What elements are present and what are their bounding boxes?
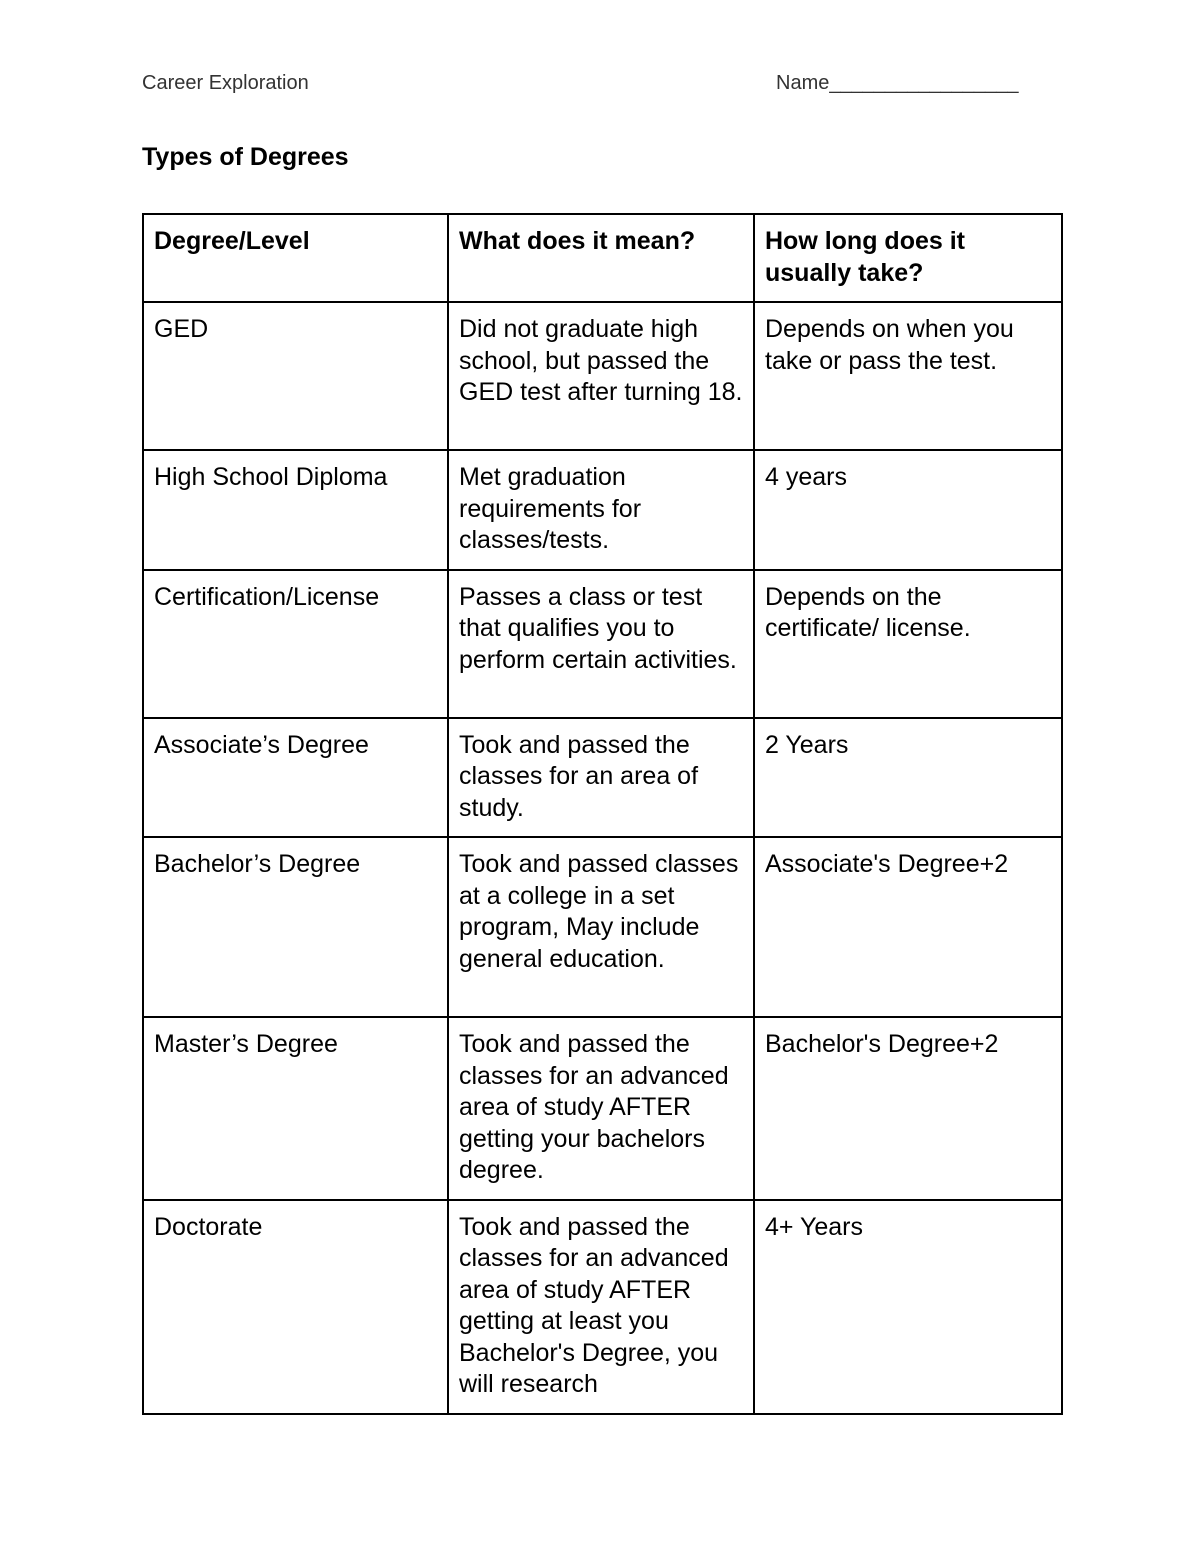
column-header-degree: Degree/Level xyxy=(143,214,448,302)
duration-cell: Depends on when you take or pass the test. xyxy=(754,302,1062,450)
degree-cell: GED xyxy=(143,302,448,450)
table-row xyxy=(143,1017,1062,1200)
degree-cell: Master’s Degree xyxy=(143,1017,448,1200)
duration-cell: Depends on the certificate/ license. xyxy=(754,570,1062,718)
name-field: Name_________________ xyxy=(776,72,1019,94)
meaning-cell: Met graduation requirements for classes/tests. xyxy=(448,450,754,570)
duration-cell: 4 years xyxy=(754,450,1062,570)
degree-cell: Doctorate xyxy=(143,1200,448,1414)
column-header-duration: How long does it usually take? xyxy=(754,214,1062,302)
table-row xyxy=(143,837,1062,1017)
table-row xyxy=(143,570,1062,718)
duration-cell: 4+ Years xyxy=(754,1200,1062,1414)
degree-cell: Associate’s Degree xyxy=(143,718,448,838)
meaning-cell: Took and passed the classes for an advanced area of study AFTER getting at least you Bachelor's Degree, you will research xyxy=(448,1200,754,1414)
table-row xyxy=(143,450,1062,570)
degree-cell: Bachelor’s Degree xyxy=(143,837,448,1017)
table-row xyxy=(143,1200,1062,1414)
meaning-cell: Took and passed the classes for an advanced area of study AFTER getting your bachelors degree. xyxy=(448,1017,754,1200)
meaning-cell: Took and passed the classes for an area of study. xyxy=(448,718,754,838)
duration-cell: Bachelor's Degree+2 xyxy=(754,1017,1062,1200)
meaning-cell: Did not graduate high school, but passed the GED test after turning 18. xyxy=(448,302,754,450)
column-header-meaning: What does it mean? xyxy=(448,214,754,302)
table-row xyxy=(143,718,1062,838)
duration-cell: 2 Years xyxy=(754,718,1062,838)
meaning-cell: Passes a class or test that qualifies you to perform certain activities. xyxy=(448,570,754,718)
table-header xyxy=(143,214,1062,302)
duration-cell: Associate's Degree+2 xyxy=(754,837,1062,1017)
meaning-cell: Took and passed classes at a college in a set program, May include general education. xyxy=(448,837,754,1017)
degree-cell: Certification/License xyxy=(143,570,448,718)
page-title: Types of Degrees xyxy=(142,143,349,171)
degrees-table xyxy=(142,213,1063,1415)
header-row xyxy=(143,214,1062,302)
table-row xyxy=(143,302,1062,450)
degree-cell: High School Diploma xyxy=(143,450,448,570)
course-label: Career Exploration xyxy=(142,72,309,94)
table-body xyxy=(143,302,1062,1414)
